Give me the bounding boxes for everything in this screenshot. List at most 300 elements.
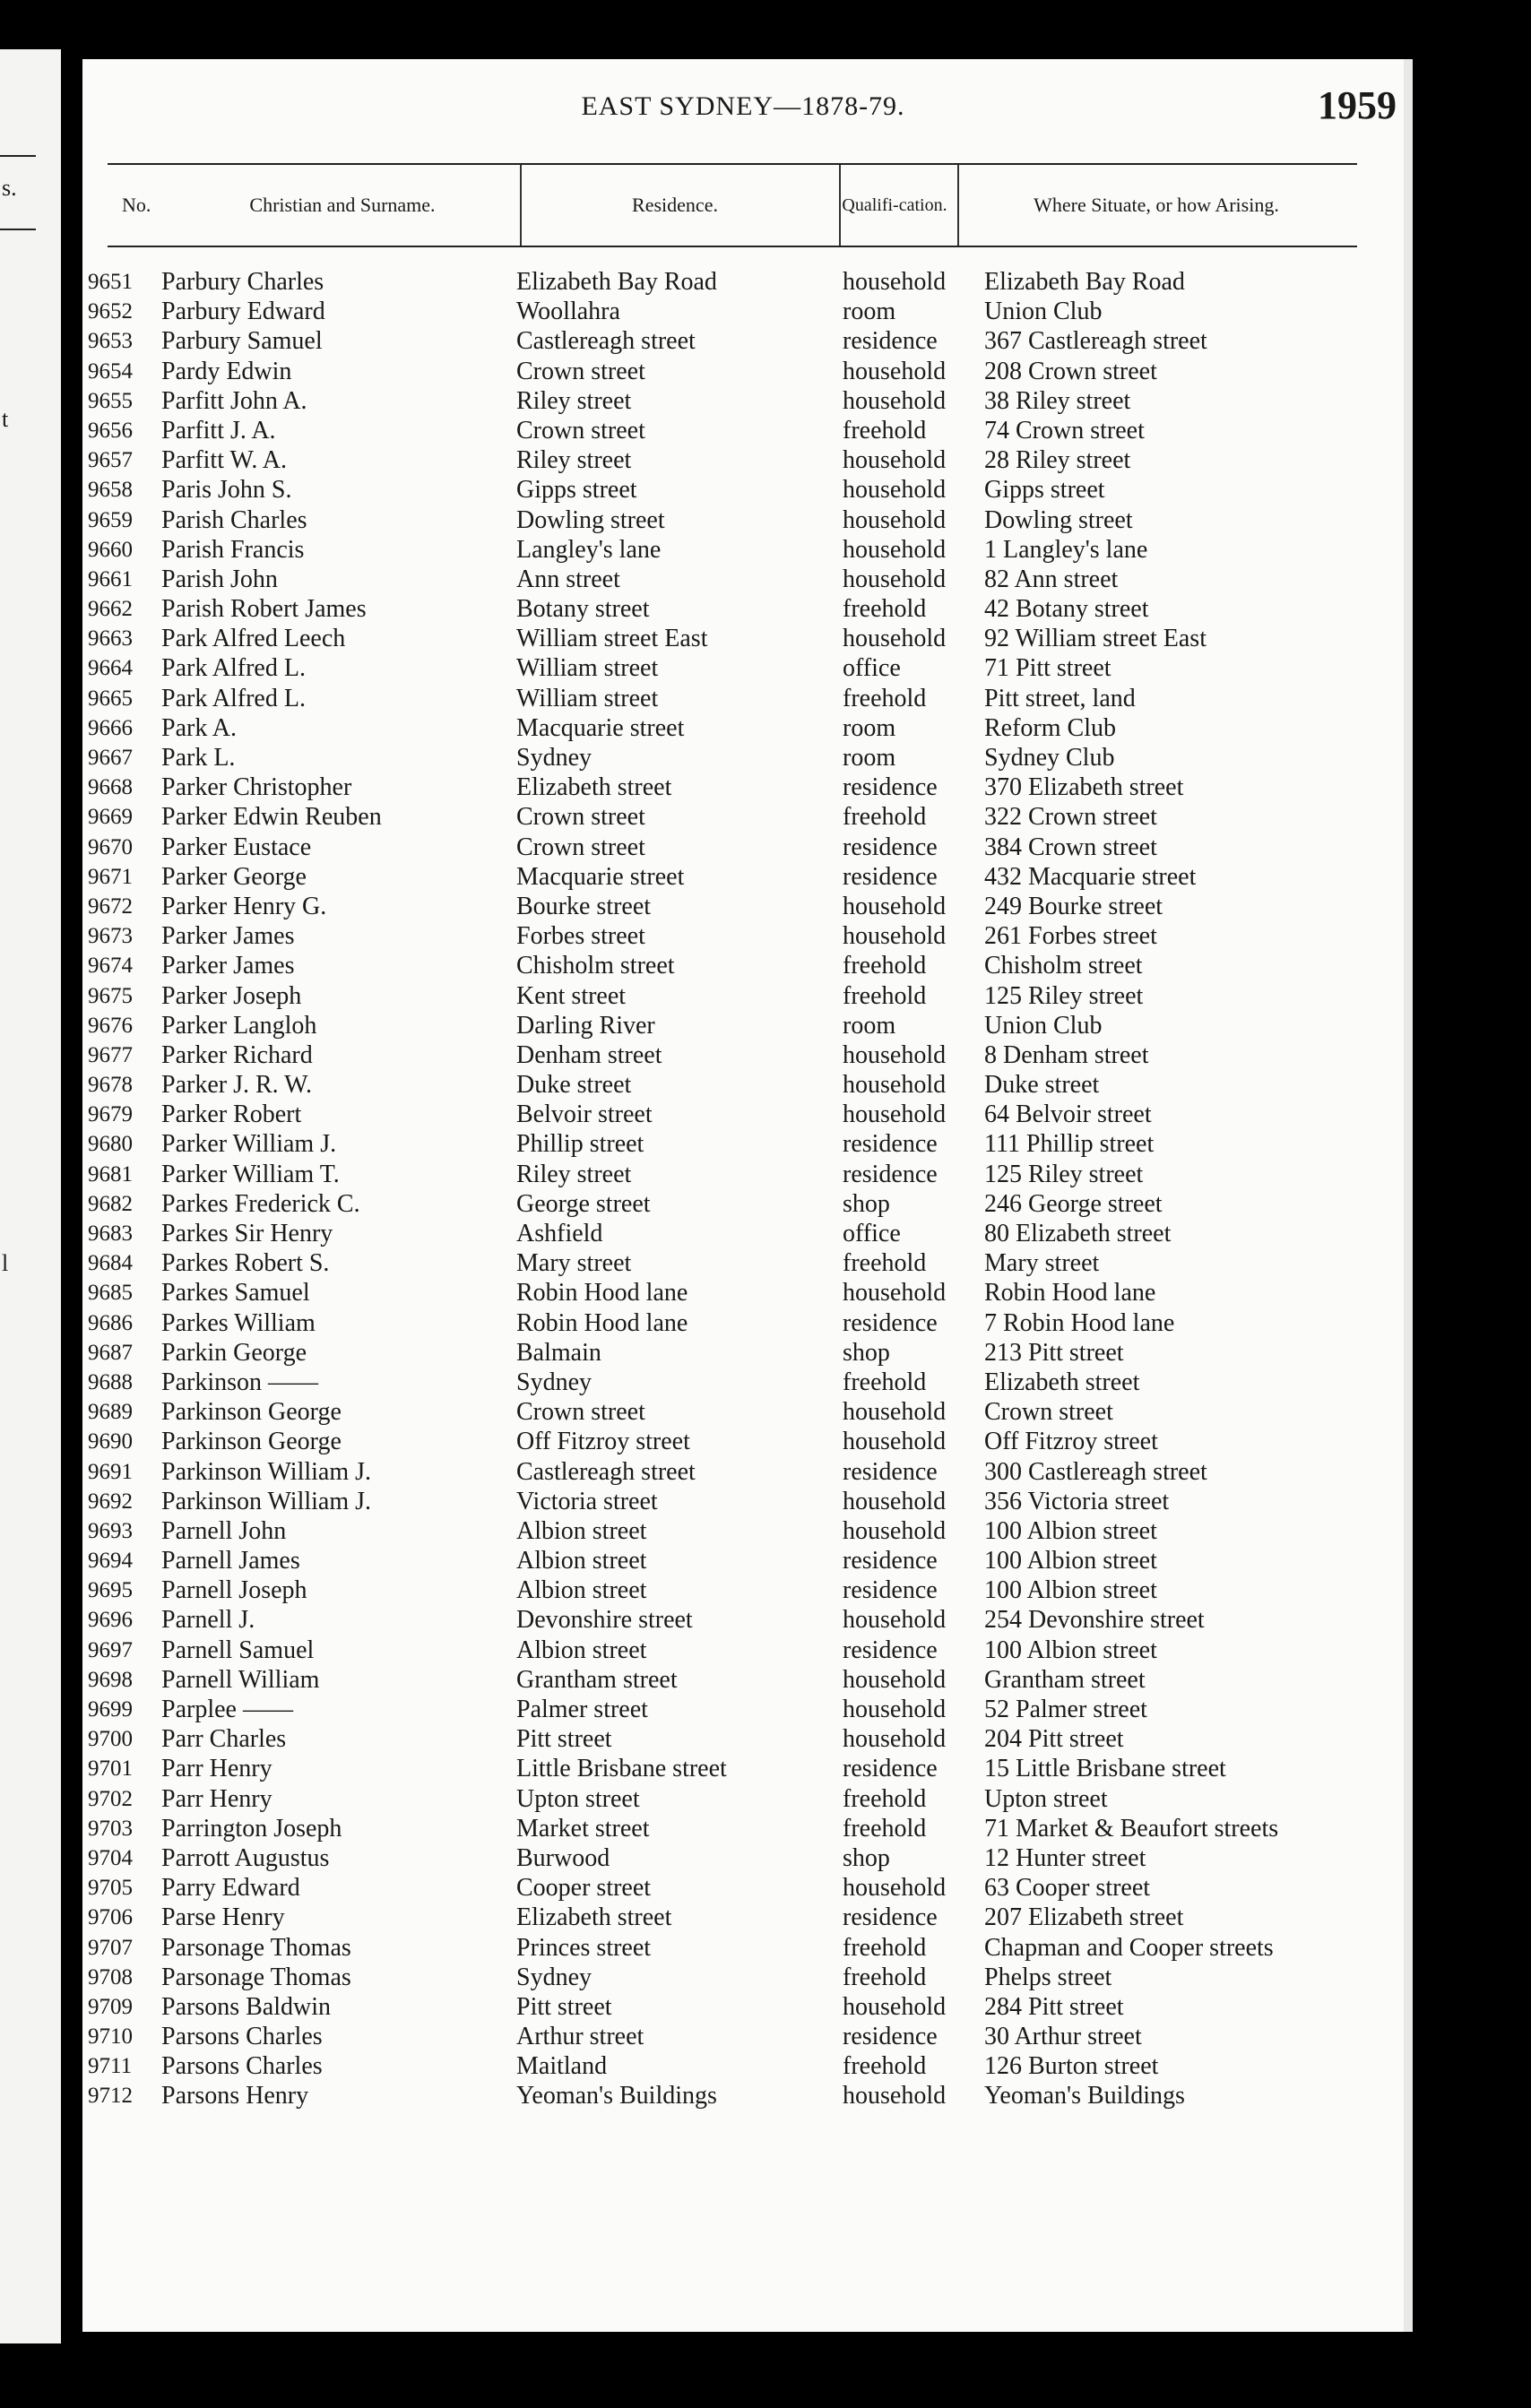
elector-qualification: residence <box>843 773 938 802</box>
elector-where-situate: 1 Langley's lane <box>984 535 1148 564</box>
table-row <box>82 1160 1404 1189</box>
elector-name: Parsonage Thomas <box>161 1963 351 1991</box>
elector-name: Parkes Samuel <box>161 1279 310 1308</box>
elector-number: 9669 <box>88 805 133 830</box>
table-row <box>82 1963 1404 1992</box>
elector-qualification: freehold <box>843 1249 927 1278</box>
elector-where-situate: Crown street <box>984 1398 1113 1427</box>
elector-residence: Castlereagh street <box>516 1457 696 1486</box>
elector-number: 9653 <box>88 329 133 354</box>
elector-number: 9667 <box>88 746 133 770</box>
table-row <box>82 1308 1404 1338</box>
elector-name: Parsons Henry <box>161 2082 309 2110</box>
elector-where-situate: 384 Crown street <box>984 833 1157 861</box>
elector-residence: Robin Hood lane <box>516 1308 688 1337</box>
elector-where-situate: 63 Cooper street <box>984 1874 1151 1903</box>
elector-number: 9693 <box>88 1518 133 1543</box>
elector-where-situate: 126 Burton street <box>984 2052 1159 2081</box>
elector-name: Parnell J. <box>161 1606 255 1635</box>
elector-where-situate: 370 Elizabeth street <box>984 773 1184 802</box>
elector-where-situate: 125 Riley street <box>984 1160 1144 1188</box>
table-row <box>82 862 1404 892</box>
elector-residence: Woollahra <box>516 298 620 326</box>
elector-where-situate: 246 George street <box>984 1189 1163 1218</box>
elector-residence: Devonshire street <box>516 1606 693 1635</box>
elector-residence: Mary street <box>516 1249 632 1278</box>
table-row <box>82 1784 1404 1814</box>
elector-qualification: office <box>843 1220 901 1247</box>
elector-residence: Balmain <box>516 1338 601 1367</box>
elector-residence: Maitland <box>516 2052 608 2081</box>
elector-number: 9677 <box>88 1042 133 1067</box>
table-row <box>82 565 1404 594</box>
elector-qualification: residence <box>843 1636 938 1664</box>
elector-where-situate: Upton street <box>984 1784 1108 1813</box>
elector-qualification: household <box>843 625 947 653</box>
elector-name: Parker Edwin Reuben <box>161 803 382 832</box>
elector-qualification: household <box>843 565 947 593</box>
elector-residence: Victoria street <box>516 1487 658 1515</box>
elector-number: 9704 <box>88 1845 133 1870</box>
elector-qualification: freehold <box>843 595 927 624</box>
elector-where-situate: 125 Riley street <box>984 981 1144 1010</box>
elector-qualification: household <box>843 922 947 951</box>
elector-name: Parry Edward <box>161 1874 300 1903</box>
elector-residence: Crown street <box>516 833 645 861</box>
elector-number: 9676 <box>88 1013 133 1038</box>
elector-qualification: residence <box>843 1130 938 1159</box>
elector-where-situate: 207 Elizabeth street <box>984 1903 1184 1932</box>
elector-name: Park L. <box>161 744 236 772</box>
elector-name: Parfitt John A. <box>161 386 307 415</box>
elector-qualification: freehold <box>843 2052 927 2081</box>
elector-where-situate: 261 Forbes street <box>984 922 1157 951</box>
table-row <box>82 1219 1404 1248</box>
table-row <box>82 1933 1404 1963</box>
elector-residence: Crown street <box>516 357 645 385</box>
elector-number: 9687 <box>88 1340 133 1365</box>
table-row <box>82 1843 1404 1873</box>
elector-qualification: freehold <box>843 1963 927 1991</box>
elector-name: Parr Henry <box>161 1755 272 1783</box>
page-title: EAST SYDNEY—1878-79. <box>581 91 905 121</box>
elector-where-situate: Elizabeth Bay Road <box>984 268 1185 296</box>
table-row <box>82 1248 1404 1278</box>
rule-fragment <box>0 229 36 230</box>
elector-number: 9698 <box>88 1667 133 1692</box>
elector-where-situate: 8 Denham street <box>984 1040 1149 1069</box>
elector-name: Parnell James <box>161 1547 300 1575</box>
elector-name: Parfitt W. A. <box>161 446 288 475</box>
elector-number: 9662 <box>88 597 133 622</box>
elector-residence: Elizabeth Bay Road <box>516 268 717 296</box>
elector-residence: Elizabeth street <box>516 773 672 802</box>
elector-residence: Pitt street <box>516 1992 612 2021</box>
elector-name: Parnell William <box>161 1665 320 1694</box>
elector-residence: Cooper street <box>516 1874 652 1903</box>
elector-list <box>82 267 1404 2111</box>
elector-qualification: household <box>843 1725 947 1754</box>
elector-name: Parsons Baldwin <box>161 1992 331 2021</box>
elector-residence: Macquarie street <box>516 713 685 742</box>
elector-name: Parbury Edward <box>161 298 325 326</box>
elector-where-situate: Elizabeth street <box>984 1368 1140 1396</box>
elector-qualification: household <box>843 892 947 920</box>
elector-where-situate: 356 Victoria street <box>984 1487 1170 1515</box>
elector-number: 9665 <box>88 686 133 711</box>
elector-where-situate: 100 Albion street <box>984 1516 1157 1545</box>
table-row <box>82 267 1404 297</box>
elector-qualification: residence <box>843 1160 938 1188</box>
elector-name: Parnell John <box>161 1516 287 1545</box>
elector-qualification: room <box>843 713 896 742</box>
elector-where-situate: 284 Pitt street <box>984 1992 1124 2021</box>
elector-name: Park A. <box>161 713 237 742</box>
elector-residence: Albion street <box>516 1576 647 1605</box>
elector-qualification: residence <box>843 1547 938 1575</box>
table-row <box>82 1636 1404 1665</box>
table-row <box>82 1070 1404 1100</box>
elector-residence: Chisholm street <box>516 952 675 980</box>
elector-where-situate: Pitt street, land <box>984 684 1136 712</box>
elector-residence: Phillip street <box>516 1130 644 1159</box>
table-row <box>82 297 1404 326</box>
column-header-name: Christian and Surname. <box>249 194 436 216</box>
elector-qualification: household <box>843 1606 947 1635</box>
elector-name: Parkinson William J. <box>161 1457 372 1486</box>
elector-number: 9699 <box>88 1697 133 1722</box>
elector-where-situate: 100 Albion street <box>984 1547 1157 1575</box>
table-row <box>82 1516 1404 1546</box>
elector-where-situate: 204 Pitt street <box>984 1725 1124 1754</box>
elector-where-situate: 249 Bourke street <box>984 892 1163 920</box>
elector-residence: Crown street <box>516 803 645 832</box>
elector-where-situate: 367 Castlereagh street <box>984 327 1207 356</box>
elector-name: Parish Robert James <box>161 595 367 624</box>
elector-where-situate: 28 Riley street <box>984 446 1131 475</box>
elector-name: Parker Robert <box>161 1100 302 1129</box>
elector-residence: Albion street <box>516 1636 647 1664</box>
elector-qualification: household <box>843 268 947 296</box>
elector-qualification: household <box>843 446 947 475</box>
elector-where-situate: 42 Botany street <box>984 595 1149 624</box>
elector-name: Parr Charles <box>161 1725 287 1754</box>
elector-qualification: shop <box>843 1189 890 1218</box>
table-row <box>82 1814 1404 1843</box>
elector-residence: Castlereagh street <box>516 327 696 356</box>
elector-qualification: household <box>843 1665 947 1694</box>
elector-residence: Albion street <box>516 1547 647 1575</box>
elector-where-situate: Yeoman's Buildings <box>984 2082 1185 2110</box>
elector-residence: Robin Hood lane <box>516 1279 688 1308</box>
elector-number: 9657 <box>88 448 133 473</box>
table-row <box>82 1427 1404 1456</box>
elector-name: Pardy Edwin <box>161 357 292 385</box>
elector-residence: Palmer street <box>516 1696 648 1723</box>
elector-number: 9672 <box>88 893 133 919</box>
elector-name: Parplee —— <box>161 1696 293 1723</box>
elector-qualification: household <box>843 1696 947 1723</box>
elector-where-situate: 38 Riley street <box>984 386 1131 415</box>
table-row <box>82 892 1404 921</box>
register-page <box>82 59 1404 2332</box>
table-row <box>82 713 1404 743</box>
elector-where-situate: 71 Market & Beaufort streets <box>984 1814 1279 1843</box>
elector-number: 9703 <box>88 1816 133 1841</box>
elector-residence: Elizabeth street <box>516 1903 672 1932</box>
elector-residence: Darling River <box>516 1011 655 1040</box>
elector-number: 9708 <box>88 1964 133 1989</box>
elector-name: Park Alfred L. <box>161 654 306 683</box>
elector-residence: Langley's lane <box>516 535 662 564</box>
elector-name: Parkinson George <box>161 1428 342 1456</box>
table-row <box>82 326 1404 356</box>
elector-where-situate: 12 Hunter street <box>984 1843 1146 1872</box>
table-row <box>82 1100 1404 1129</box>
elector-number: 9711 <box>88 2054 133 2079</box>
elector-qualification: household <box>843 505 947 534</box>
elector-qualification: residence <box>843 2023 938 2051</box>
elector-where-situate: Phelps street <box>984 1963 1112 1991</box>
column-header-where: Where Situate, or how Arising. <box>1034 194 1279 216</box>
elector-residence: Crown street <box>516 416 645 444</box>
elector-qualification: household <box>843 1398 947 1427</box>
elector-where-situate: 92 William street East <box>984 625 1207 653</box>
elector-qualification: room <box>843 744 896 772</box>
elector-residence: William street East <box>516 625 708 653</box>
elector-where-situate: Robin Hood lane <box>984 1279 1156 1308</box>
elector-qualification: household <box>843 1874 947 1903</box>
elector-qualification: residence <box>843 1903 938 1932</box>
elector-qualification: room <box>843 298 896 326</box>
elector-number: 9678 <box>88 1073 133 1098</box>
elector-qualification: freehold <box>843 1368 927 1396</box>
elector-name: Parbury Samuel <box>161 327 323 356</box>
elector-where-situate: 213 Pitt street <box>984 1338 1124 1367</box>
table-row <box>82 772 1404 802</box>
elector-residence: Riley street <box>516 386 632 415</box>
table-row <box>82 653 1404 683</box>
table-row <box>82 1129 1404 1159</box>
elector-number: 9654 <box>88 358 133 384</box>
table-row <box>82 475 1404 505</box>
elector-residence: Burwood <box>516 1843 610 1872</box>
elector-number: 9680 <box>88 1132 133 1157</box>
elector-residence: George street <box>516 1189 651 1218</box>
table-row <box>82 1338 1404 1368</box>
elector-residence: William street <box>516 654 659 683</box>
elector-number: 9694 <box>88 1549 133 1574</box>
elector-where-situate: Dowling street <box>984 505 1133 534</box>
table-row <box>82 386 1404 416</box>
elector-residence: Sydney <box>516 1368 592 1396</box>
elector-number: 9651 <box>88 270 133 294</box>
elector-name: Parker James <box>161 922 295 951</box>
elector-number: 9663 <box>88 626 133 652</box>
elector-number: 9673 <box>88 924 133 949</box>
table-row <box>82 594 1404 624</box>
elector-name: Parfitt J. A. <box>161 416 276 444</box>
table-row <box>82 1189 1404 1219</box>
header-bottom-rule <box>108 246 1357 247</box>
elector-residence: Little Brisbane street <box>516 1755 727 1783</box>
elector-where-situate: Gipps street <box>984 476 1105 505</box>
elector-name: Parrott Augustus <box>161 1843 330 1872</box>
elector-name: Parnell Samuel <box>161 1636 315 1664</box>
elector-qualification: residence <box>843 1308 938 1337</box>
elector-where-situate: 82 Ann street <box>984 565 1119 593</box>
table-row <box>82 1011 1404 1040</box>
elector-number: 9659 <box>88 507 133 532</box>
elector-name: Parker J. R. W. <box>161 1071 312 1100</box>
elector-name: Parkes Robert S. <box>161 1249 330 1278</box>
elector-where-situate: Union Club <box>984 1011 1103 1040</box>
elector-where-situate: Mary street <box>984 1249 1100 1278</box>
elector-name: Paris John S. <box>161 476 292 505</box>
elector-where-situate: 208 Crown street <box>984 357 1157 385</box>
elector-residence: Macquarie street <box>516 862 685 891</box>
table-row <box>82 1487 1404 1516</box>
elector-number: 9656 <box>88 418 133 443</box>
elector-residence: Dowling street <box>516 505 665 534</box>
elector-name: Parse Henry <box>161 1903 285 1932</box>
elector-name: Parker William J. <box>161 1130 337 1159</box>
elector-number: 9706 <box>88 1905 133 1930</box>
table-row <box>82 1575 1404 1605</box>
elector-name: Parker George <box>161 862 307 891</box>
elector-name: Parker Christopher <box>161 773 352 802</box>
elector-name: Parker Henry G. <box>161 892 327 920</box>
elector-where-situate: 15 Little Brisbane street <box>984 1755 1226 1783</box>
elector-residence: Kent street <box>516 981 627 1010</box>
elector-qualification: household <box>843 1516 947 1545</box>
elector-residence: Sydney <box>516 744 592 772</box>
table-row <box>82 1695 1404 1724</box>
table-row <box>82 2081 1404 2110</box>
elector-residence: Upton street <box>516 1784 640 1813</box>
elector-number: 9683 <box>88 1221 133 1246</box>
elector-number: 9692 <box>88 1489 133 1514</box>
elector-number: 9675 <box>88 983 133 1008</box>
elector-number: 9652 <box>88 299 133 324</box>
elector-qualification: freehold <box>843 981 927 1010</box>
rule-fragment <box>0 155 36 157</box>
table-row <box>82 1278 1404 1308</box>
elector-number: 9660 <box>88 537 133 562</box>
elector-qualification: household <box>843 386 947 415</box>
elector-residence: Yeoman's Buildings <box>516 2082 717 2110</box>
elector-name: Parbury Charles <box>161 268 324 296</box>
elector-name: Parker Joseph <box>161 981 302 1010</box>
table-row <box>82 2051 1404 2081</box>
elector-number: 9701 <box>88 1756 133 1782</box>
elector-where-situate: Sydney Club <box>984 744 1115 772</box>
margin-fragment: s. <box>2 175 17 201</box>
elector-qualification: freehold <box>843 1933 927 1962</box>
table-row <box>82 357 1404 386</box>
elector-number: 9689 <box>88 1400 133 1425</box>
elector-where-situate: 254 Devonshire street <box>984 1606 1205 1635</box>
elector-name: Parish Charles <box>161 505 307 534</box>
elector-residence: Riley street <box>516 1160 632 1188</box>
elector-residence: Pitt street <box>516 1725 612 1754</box>
elector-qualification: household <box>843 1279 947 1308</box>
column-header-residence: Residence. <box>632 194 718 216</box>
elector-number: 9690 <box>88 1429 133 1454</box>
elector-name: Park Alfred Leech <box>161 625 346 653</box>
table-row <box>82 1605 1404 1635</box>
elector-name: Parish Francis <box>161 535 305 564</box>
elector-residence: Forbes street <box>516 922 645 951</box>
elector-qualification: residence <box>843 862 938 891</box>
elector-residence: Albion street <box>516 1516 647 1545</box>
elector-number: 9681 <box>88 1161 133 1187</box>
table-row <box>82 743 1404 772</box>
elector-number: 9700 <box>88 1727 133 1752</box>
elector-residence: Riley street <box>516 446 632 475</box>
elector-qualification: residence <box>843 1457 938 1486</box>
elector-qualification: room <box>843 1011 896 1040</box>
elector-name: Parkinson —— <box>161 1368 318 1396</box>
elector-where-situate: 30 Arthur street <box>984 2023 1142 2051</box>
elector-qualification: household <box>843 1428 947 1456</box>
elector-number: 9684 <box>88 1251 133 1276</box>
elector-qualification: household <box>843 357 947 385</box>
elector-qualification: household <box>843 2082 947 2110</box>
table-row <box>82 1754 1404 1783</box>
page-number: 1959 <box>1318 83 1397 127</box>
elector-number: 9668 <box>88 775 133 800</box>
elector-where-situate: 80 Elizabeth street <box>984 1220 1172 1247</box>
elector-residence: Denham street <box>516 1040 662 1069</box>
elector-qualification: freehold <box>843 684 927 712</box>
elector-residence: Bourke street <box>516 892 652 920</box>
elector-where-situate: 71 Pitt street <box>984 654 1111 683</box>
elector-residence: Grantham street <box>516 1665 678 1694</box>
elector-residence: Crown street <box>516 1398 645 1427</box>
elector-number: 9702 <box>88 1786 133 1811</box>
elector-qualification: household <box>843 1071 947 1100</box>
elector-where-situate: Off Fitzroy street <box>984 1428 1158 1456</box>
elector-name: Parker William T. <box>161 1160 340 1188</box>
elector-number: 9666 <box>88 715 133 740</box>
elector-number: 9682 <box>88 1191 133 1216</box>
elector-name: Parkinson William J. <box>161 1487 372 1515</box>
elector-number: 9695 <box>88 1578 133 1603</box>
elector-where-situate: Chisholm street <box>984 952 1143 980</box>
elector-residence: Gipps street <box>516 476 637 505</box>
elector-residence: Princes street <box>516 1933 652 1962</box>
elector-name: Parker Langloh <box>161 1011 317 1040</box>
elector-number: 9712 <box>88 2084 133 2109</box>
elector-where-situate: 7 Robin Hood lane <box>984 1308 1175 1337</box>
elector-where-situate: Reform Club <box>984 713 1116 742</box>
elector-where-situate: 64 Belvoir street <box>984 1100 1152 1129</box>
table-row <box>82 833 1404 862</box>
table-row <box>82 1457 1404 1487</box>
elector-residence: Sydney <box>516 1963 592 1991</box>
elector-residence: Duke street <box>516 1071 632 1100</box>
elector-where-situate: 100 Albion street <box>984 1636 1157 1664</box>
elector-where-situate: Duke street <box>984 1071 1100 1100</box>
elector-where-situate: Chapman and Cooper streets <box>984 1933 1274 1962</box>
margin-fragment: t <box>2 406 9 432</box>
elector-name: Parsonage Thomas <box>161 1933 351 1962</box>
elector-name: Parker Eustace <box>161 833 312 861</box>
elector-residence: Belvoir street <box>516 1100 653 1129</box>
elector-number: 9707 <box>88 1935 133 1960</box>
elector-residence: Market street <box>516 1814 650 1843</box>
